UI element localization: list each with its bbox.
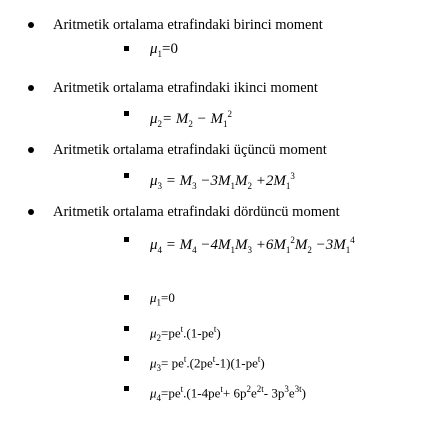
- formula: $\mu_4 = M_4 -4M_1M_3 +6M_1^2M_2 -3M_1^4$: [150, 235, 355, 255]
- formula: $\mu_3= pe^t.(2pe^t-1)(1-pe^t)$: [150, 354, 265, 373]
- bullet-square: [124, 326, 129, 331]
- formula-row: [0, 165, 430, 191]
- bullet-dot: [28, 85, 34, 91]
- list-item: [0, 140, 430, 160]
- moment-heading: Aritmetik ortalama etrafindaki dördüncü moment: [53, 204, 340, 220]
- formula-row: [0, 229, 430, 255]
- bullet-dot: [28, 209, 34, 215]
- bullet-square: [124, 386, 129, 391]
- bullet-square: [124, 295, 129, 300]
- formula: $\mu_1=0$: [150, 41, 178, 59]
- formula-row: [0, 103, 430, 129]
- list-item: [0, 15, 430, 35]
- moment-heading: Aritmetik ortalama etrafindaki üçüncü moment: [53, 142, 327, 158]
- formula-row: [0, 378, 430, 403]
- formula: $\mu_2= M_2 - M_1^2$: [150, 109, 233, 129]
- formula: $\mu_4=pe^t.(1-4pe^t+ 6p^2e^{2t}-$ $3p^3e^{3t}$): [150, 384, 306, 403]
- moment-heading: Aritmetik ortalama etrafindaki birinci moment: [53, 17, 323, 33]
- bullet-dot: [28, 22, 34, 28]
- moment-heading: Aritmetik ortalama etrafindaki ikinci moment: [53, 80, 318, 96]
- list-item: [0, 78, 430, 98]
- bullet-dot: [28, 147, 34, 153]
- bullet-square: [124, 173, 129, 178]
- bullet-square: [124, 46, 129, 51]
- formula-row: [0, 287, 430, 309]
- bullet-square: [124, 356, 129, 361]
- formula: $\mu_2=pe^t.(1-pe^t)$: [150, 324, 221, 343]
- formula-row: [0, 318, 430, 343]
- formula: $\mu_3 = M_3 -3M_1M_2 +2M_1^3$: [150, 171, 295, 191]
- formula-row: [0, 348, 430, 373]
- bullet-square: [124, 237, 129, 242]
- formula-row: [0, 38, 430, 60]
- list-item: [0, 202, 430, 222]
- formula: $\mu_1=0$: [150, 290, 175, 308]
- bullet-square: [124, 111, 129, 116]
